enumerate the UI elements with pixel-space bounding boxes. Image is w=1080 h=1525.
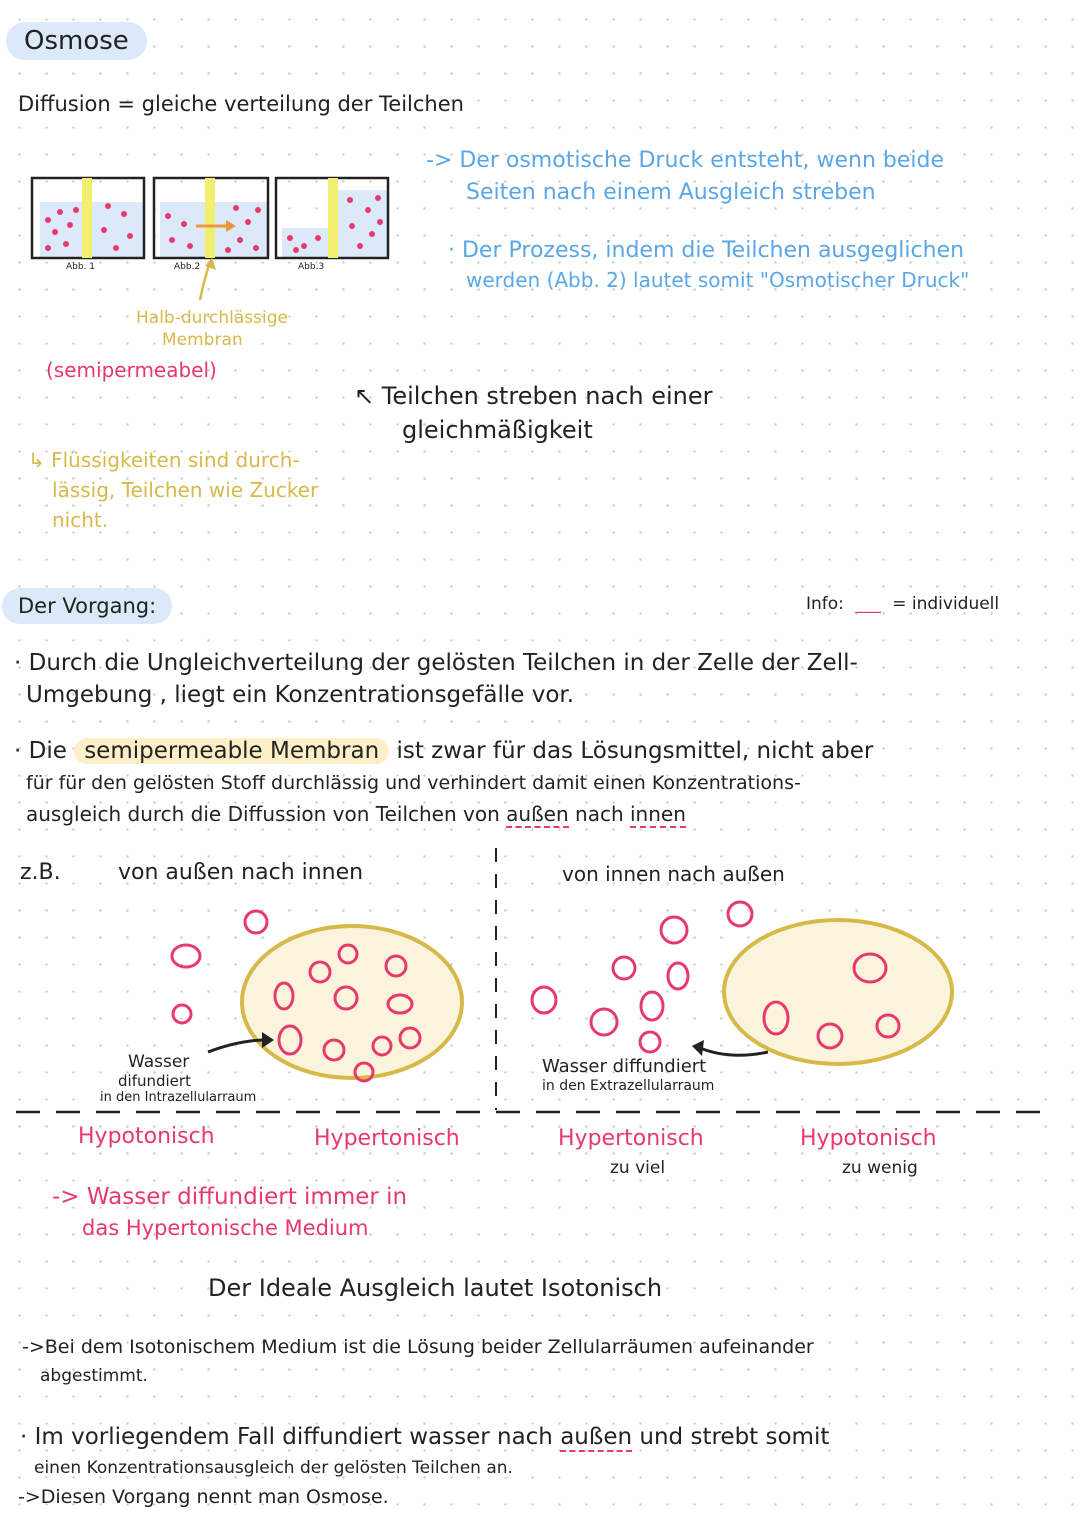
blue-note-2a: · Der Prozess, indem die Teilchen ausgeglichen: [448, 238, 965, 263]
fall-line-3: ->Diesen Vorgang nennt man Osmose.: [18, 1486, 389, 1508]
paragraph-2a: [14, 738, 873, 764]
page-title: Osmose: [6, 22, 147, 60]
hypertonic-right: Hypertonisch: [558, 1126, 704, 1151]
label-abb1: Abb. 1: [66, 262, 96, 272]
highlight-semipermeable: semipermeable Membran: [74, 738, 389, 764]
hypotonic-left: Hypotonisch: [78, 1124, 215, 1149]
info-dash: ___: [855, 594, 881, 614]
p2c-underline-innen: innen: [629, 802, 686, 826]
p2c-mid: nach: [575, 802, 624, 826]
fluessig-note-2: lässig, Teilchen wie Zucker: [52, 478, 319, 502]
teilchen-note-1: ↖ Teilchen streben nach einer: [354, 382, 713, 410]
fall-line-2: einen Konzentrationsausgleich der gelösten Teilchen an.: [34, 1458, 513, 1478]
fall-underline-aussen: außen: [560, 1424, 633, 1450]
hypertonic-right-sub: zu viel: [610, 1158, 666, 1178]
left-water-3: in den Intrazellularraum: [100, 1090, 257, 1105]
hypotonic-right: Hypotonisch: [800, 1126, 937, 1151]
fluessig-note-3: nicht.: [52, 508, 109, 532]
pink-note-1: -> Wasser diffundiert immer in: [52, 1184, 408, 1210]
p2-pre: · Die: [14, 738, 67, 764]
right-water-2: in den Extrazellularraum: [542, 1078, 715, 1094]
paragraph-2c: [26, 802, 686, 826]
info-label: Info:: [806, 594, 844, 614]
left-water-2: difundiert: [118, 1072, 191, 1090]
left-heading: von außen nach innen: [118, 860, 364, 885]
fluessig-note-1: ↳ Flüssigkeiten sind durch-: [28, 448, 300, 472]
blue-note-1b: Seiten nach einem Ausgleich streben: [466, 180, 876, 205]
info-legend: [806, 594, 999, 614]
fall-line-1: [20, 1424, 829, 1450]
info-text: = individuell: [892, 594, 1000, 614]
right-heading: von innen nach außen: [562, 862, 785, 886]
paragraph-2b: für für den gelösten Stoff durchlässig und verhindert damit einen Konzentrations-: [26, 772, 801, 794]
zb-label: z.B.: [20, 860, 61, 885]
section-title-vorgang: Der Vorgang:: [2, 588, 172, 624]
left-water-1: Wasser: [128, 1052, 190, 1072]
teilchen-note-2: gleichmäßigkeit: [402, 416, 593, 444]
p2c-underline-aussen: außen: [506, 802, 569, 826]
beaker-abb1: [32, 178, 144, 258]
paragraph-1b: Umgebung , liegt ein Konzentrationsgefälle vor.: [26, 682, 575, 708]
label-abb2: Abb.2: [174, 262, 201, 272]
fall-post: und strebt somit: [639, 1424, 830, 1450]
pink-note-2: das Hypertonische Medium: [82, 1216, 369, 1240]
right-water-1: Wasser diffundiert: [542, 1056, 707, 1077]
p2c-pre: ausgleich durch die Diffussion von Teilchen von: [26, 802, 500, 826]
diffusion-definition: Diffusion = gleiche verteilung der Teilchen: [18, 92, 464, 116]
beaker-abb3: [276, 178, 388, 258]
hypertonic-left: Hypertonisch: [314, 1126, 460, 1151]
membrane-label: Halb-durchlässige: [136, 308, 288, 328]
label-abb3: Abb.3: [298, 262, 325, 272]
p2-post: ist zwar für das Lösungsmittel, nicht aber: [396, 738, 874, 764]
blue-note-2b: werden (Abb. 2) lautet somit "Osmotischer Druck": [466, 268, 970, 292]
membrane-label-2: Membran: [162, 330, 243, 350]
hypotonic-right-sub: zu wenig: [842, 1158, 918, 1178]
ideal-heading: Der Ideale Ausgleich lautet Isotonisch: [208, 1274, 663, 1302]
cell-right: [532, 902, 952, 1064]
paragraph-1a: · Durch die Ungleichverteilung der gelösten Teilchen in der Zelle der Zell-: [14, 650, 858, 676]
iso-line-1: ->Bei dem Isotonischem Medium ist die Lösung beider Zellularräumen aufeinander: [22, 1336, 814, 1358]
iso-line-2: abgestimmt.: [40, 1366, 148, 1386]
beaker-abb2: [154, 178, 268, 258]
cell-left: [172, 911, 462, 1081]
blue-note-1a: -> Der osmotische Druck entsteht, wenn beide: [426, 148, 945, 173]
fall-pre: · Im vorliegendem Fall diffundiert wasser nach: [20, 1424, 553, 1450]
semipermeable-label: (semipermeabel): [46, 358, 217, 382]
